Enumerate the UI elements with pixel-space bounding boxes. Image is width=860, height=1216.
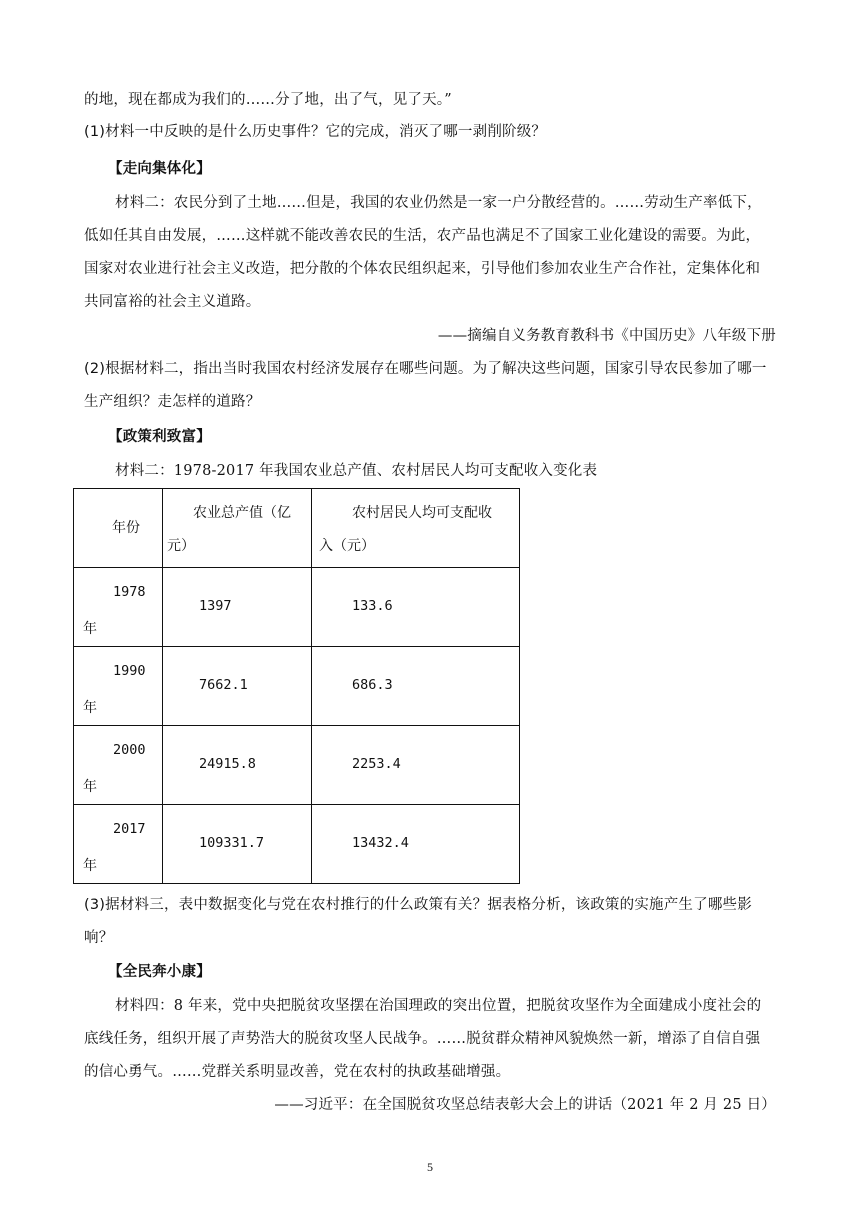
header-cell-output	[163, 489, 312, 568]
table-row	[74, 568, 520, 647]
year-value: 2017	[113, 821, 146, 837]
material2-line-3: 国家对农业进行社会主义改造，把分散的个体农民组织起来，引导他们参加农业生产合作社，定集体化和	[84, 261, 761, 277]
table-row	[74, 726, 520, 805]
year-value: 1990	[113, 663, 146, 679]
material2-line-4: 共同富裕的社会主义道路。	[84, 294, 261, 310]
income-value: 2253.4	[352, 756, 401, 772]
year-value: 1978	[113, 584, 146, 600]
question-2-line-2: 生产组织？走怎样的道路？	[84, 394, 261, 410]
material4-line-2: 底线任务，组织开展了声势浩大的脱贫攻坚人民战争。……脱贫群众精神风貌焕然一新，增添了自信自强	[84, 1031, 761, 1047]
material4-line-3: 的信心勇气。……党群关系明显改善，党在农村的执政基础增强。	[84, 1064, 511, 1080]
cell-output	[163, 568, 312, 647]
year-suffix: 年	[83, 779, 97, 795]
output-value: 1397	[199, 598, 232, 614]
cell-income	[312, 726, 520, 805]
header-output-label-line2: 元）	[167, 538, 195, 554]
year-suffix: 年	[83, 621, 97, 637]
material2-source: ——摘编自义务教育教科书《中国历史》八年级下册	[437, 328, 776, 344]
question-3-line-2: 响？	[84, 930, 114, 946]
cell-output	[163, 726, 312, 805]
cell-income	[312, 647, 520, 726]
material1-continuation: 的地，现在都成为我们的……分了地，出了气，见了天。”	[84, 92, 452, 108]
material4-source: ——习近平：在全国脱贫攻坚总结表彰大会上的讲话（2021 年 2 月 25 日）	[274, 1097, 776, 1113]
header-year-label: 年份	[112, 520, 140, 536]
question-1: (1)材料一中反映的是什么历史事件？它的完成，消灭了哪一剥削阶级？	[84, 124, 547, 140]
income-value: 13432.4	[352, 835, 409, 851]
header-output-label-line1: 农业总产值（亿	[193, 505, 291, 521]
year-suffix: 年	[83, 858, 97, 874]
output-value: 7662.1	[199, 677, 248, 693]
cell-year	[74, 726, 163, 805]
cell-income	[312, 568, 520, 647]
material2-line-1: 材料二：农民分到了土地……但是，我国的农业仍然是一家一户分散经营的。……劳动生产率低下，	[115, 195, 762, 211]
year-suffix: 年	[83, 700, 97, 716]
header-income-label-line1: 农村居民人均可支配收	[352, 505, 492, 521]
material2-line-2: 低如任其自由发展，……这样就不能改善农民的生活，农产品也满足不了国家工业化建设的需要。为此，	[84, 228, 761, 244]
header-income-label-line2: 入（元）	[319, 538, 375, 554]
cell-output	[163, 647, 312, 726]
header-cell-year	[74, 489, 163, 568]
header-cell-income	[312, 489, 520, 568]
income-value: 133.6	[352, 598, 393, 614]
material3-caption: 材料二：1978-2017 年我国农业总产值、农村居民人均可支配收入变化表	[115, 463, 598, 479]
question-3-line-1: (3)据材料三，表中数据变化与党在农村推行的什么政策有关？据表格分析，该政策的实施产生了哪些影	[84, 897, 752, 913]
question-2-line-1: (2)根据材料二，指出当时我国农村经济发展存在哪些问题。为了解决这些问题，国家引导农民参加了哪一	[84, 361, 767, 377]
page-number: 5	[427, 1160, 433, 1174]
table-row	[74, 647, 520, 726]
table-header-row	[74, 489, 520, 568]
cell-output	[163, 805, 312, 884]
cell-year	[74, 568, 163, 647]
output-value: 109331.7	[199, 835, 265, 851]
cell-year	[74, 805, 163, 884]
cell-income	[312, 805, 520, 884]
section-heading-policy: 【政策利致富】	[108, 428, 211, 445]
section-heading-collectivization: 【走向集体化】	[108, 160, 211, 177]
section-heading-prosperity: 【全民奔小康】	[108, 963, 211, 980]
material4-line-1: 材料四：8 年来，党中央把脱贫攻坚摆在治国理政的突出位置，把脱贫攻坚作为全面建成小度社会的	[115, 998, 762, 1014]
table-row	[74, 805, 520, 884]
output-value: 24915.8	[199, 756, 256, 772]
data-table	[73, 488, 520, 884]
cell-year	[74, 647, 163, 726]
income-value: 686.3	[352, 677, 393, 693]
year-value: 2000	[113, 742, 146, 758]
